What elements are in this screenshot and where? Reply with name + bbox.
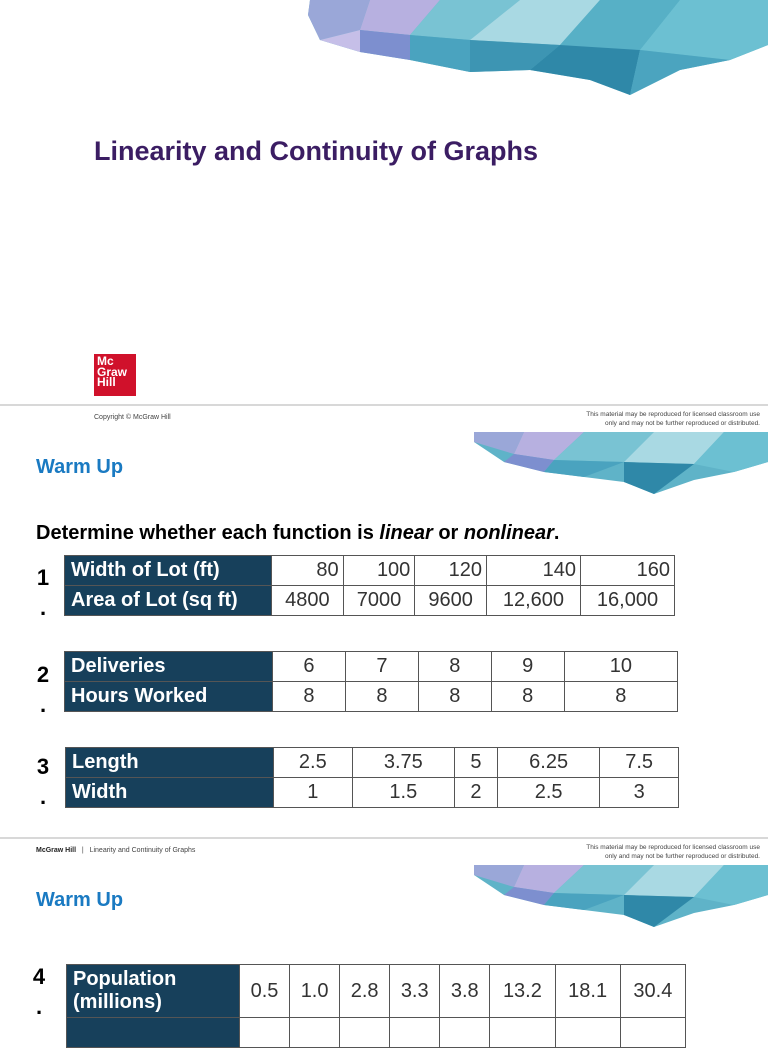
question-number-3: [36, 752, 50, 812]
question-4-digit: 4: [32, 964, 46, 989]
table-cell: 2.5: [274, 748, 353, 778]
prompt-nonlinear: nonlinear: [463, 522, 554, 544]
table-cell: 1.5: [352, 778, 454, 808]
table-cell: [340, 1018, 390, 1048]
table-cell: 0.5: [240, 965, 290, 1018]
logo-line-2: Graw: [97, 364, 128, 379]
table-question-2: [64, 651, 678, 712]
table-cell: 9: [491, 652, 564, 682]
table-cell: 3.8: [440, 965, 490, 1018]
table-row: [65, 556, 675, 586]
row-header: Hours Worked: [65, 682, 273, 712]
table-row: [67, 965, 686, 1018]
table-row: [65, 586, 675, 616]
row-header: Deliveries: [65, 652, 273, 682]
row-header: Area of Lot (sq ft): [65, 586, 272, 616]
table-cell: 2.8: [340, 965, 390, 1018]
table-cell: 120: [415, 556, 487, 586]
table-cell: 100: [343, 556, 415, 586]
table-cell: 13.2: [490, 965, 555, 1018]
prompt-end: .: [553, 522, 560, 544]
table-cell: 8: [418, 682, 491, 712]
question-4-dot: .: [35, 994, 43, 1019]
title-slide: [0, 0, 768, 406]
slide-divider: [0, 837, 768, 839]
table-cell: 5: [454, 748, 497, 778]
table-cell: 2: [454, 778, 497, 808]
table-cell: 80: [272, 556, 344, 586]
instructions-text: [36, 522, 559, 545]
polygon-art-decoration: [474, 432, 768, 494]
logo-line-1: Mc: [97, 354, 114, 368]
table-cell: 7.5: [600, 748, 679, 778]
table-cell: 3: [600, 778, 679, 808]
warm-up-heading: Warm Up: [36, 889, 124, 911]
table-cell: 9600: [415, 586, 487, 616]
table-cell: [490, 1018, 555, 1048]
warm-up-heading: Warm Up: [36, 456, 124, 478]
table-cell: 1.0: [290, 965, 340, 1018]
logo-line-3: Hill: [97, 375, 116, 389]
table-cell: 6.25: [497, 748, 599, 778]
row-header: Width of Lot (ft): [65, 556, 272, 586]
row-header-partial: [67, 1018, 240, 1048]
table-row: [67, 1018, 686, 1048]
question-2-dot: .: [39, 692, 47, 717]
table-cell: 1: [274, 778, 353, 808]
license-notice-line-1: This material may be reproduced for licensed classroom use: [586, 411, 760, 418]
row-header: Population (millions): [67, 965, 240, 1018]
row-header: Length: [66, 748, 274, 778]
question-number-4: [32, 962, 46, 1022]
license-notice-line-2: only and may not be further reproduced or distributed.: [604, 853, 760, 860]
question-3-dot: .: [39, 784, 47, 809]
license-notice: [560, 843, 760, 861]
table-cell: 7000: [343, 586, 415, 616]
table-cell: [620, 1018, 685, 1048]
table-cell: 8: [564, 682, 677, 712]
question-3-digit: 3: [36, 754, 50, 779]
table-cell: [555, 1018, 620, 1048]
table-cell: 8: [418, 652, 491, 682]
table-cell: 6: [273, 652, 346, 682]
table-cell: 8: [345, 682, 418, 712]
table-question-4: [66, 964, 686, 1048]
table-question-3: [65, 747, 679, 808]
question-2-digit: 2: [36, 662, 50, 687]
slide-title: Linearity and Continuity of Graphs: [94, 136, 539, 166]
table-cell: 18.1: [555, 965, 620, 1018]
table-row: [66, 748, 679, 778]
table-cell: 30.4: [620, 965, 685, 1018]
question-1-digit: 1: [36, 565, 50, 590]
license-notice: [560, 410, 760, 428]
table-question-1: [64, 555, 675, 616]
table-cell: 140: [486, 556, 580, 586]
table-cell: [440, 1018, 490, 1048]
prompt-or: or: [432, 522, 464, 544]
table-cell: [240, 1018, 290, 1048]
table-cell: 3.75: [352, 748, 454, 778]
footer-brand: McGraw Hill: [36, 847, 77, 854]
table-cell: 4800: [272, 586, 344, 616]
copyright-text: Copyright © McGraw Hill: [94, 414, 171, 421]
table-cell: 16,000: [580, 586, 674, 616]
footer-title: Linearity and Continuity of Graphs: [89, 847, 196, 854]
table-cell: 8: [491, 682, 564, 712]
row-header: Width: [66, 778, 274, 808]
polygon-art-decoration: [300, 0, 768, 100]
slide-divider: [0, 404, 768, 406]
table-row: [66, 778, 679, 808]
footer-separator: |: [81, 847, 84, 854]
polygon-art-decoration: [474, 865, 768, 927]
table-cell: 3.3: [390, 965, 440, 1018]
license-notice-line-2: only and may not be further reproduced or distributed.: [604, 420, 760, 427]
question-number-1: [36, 563, 50, 623]
question-1-dot: .: [39, 595, 47, 620]
table-cell: 12,600: [486, 586, 580, 616]
table-row: [65, 652, 678, 682]
table-cell: [390, 1018, 440, 1048]
table-cell: 2.5: [497, 778, 599, 808]
table-cell: 10: [564, 652, 677, 682]
table-cell: 8: [273, 682, 346, 712]
table-cell: [290, 1018, 340, 1048]
license-notice-line-1: This material may be reproduced for licensed classroom use: [586, 844, 760, 851]
table-cell: 160: [580, 556, 674, 586]
prompt-linear: linear: [379, 522, 433, 544]
mcgraw-hill-logo: [94, 354, 136, 396]
prompt-start: Determine whether each function is: [36, 522, 380, 544]
question-number-2: [36, 660, 50, 720]
table-cell: 7: [345, 652, 418, 682]
slide-footer: [36, 847, 195, 854]
table-row: [65, 682, 678, 712]
